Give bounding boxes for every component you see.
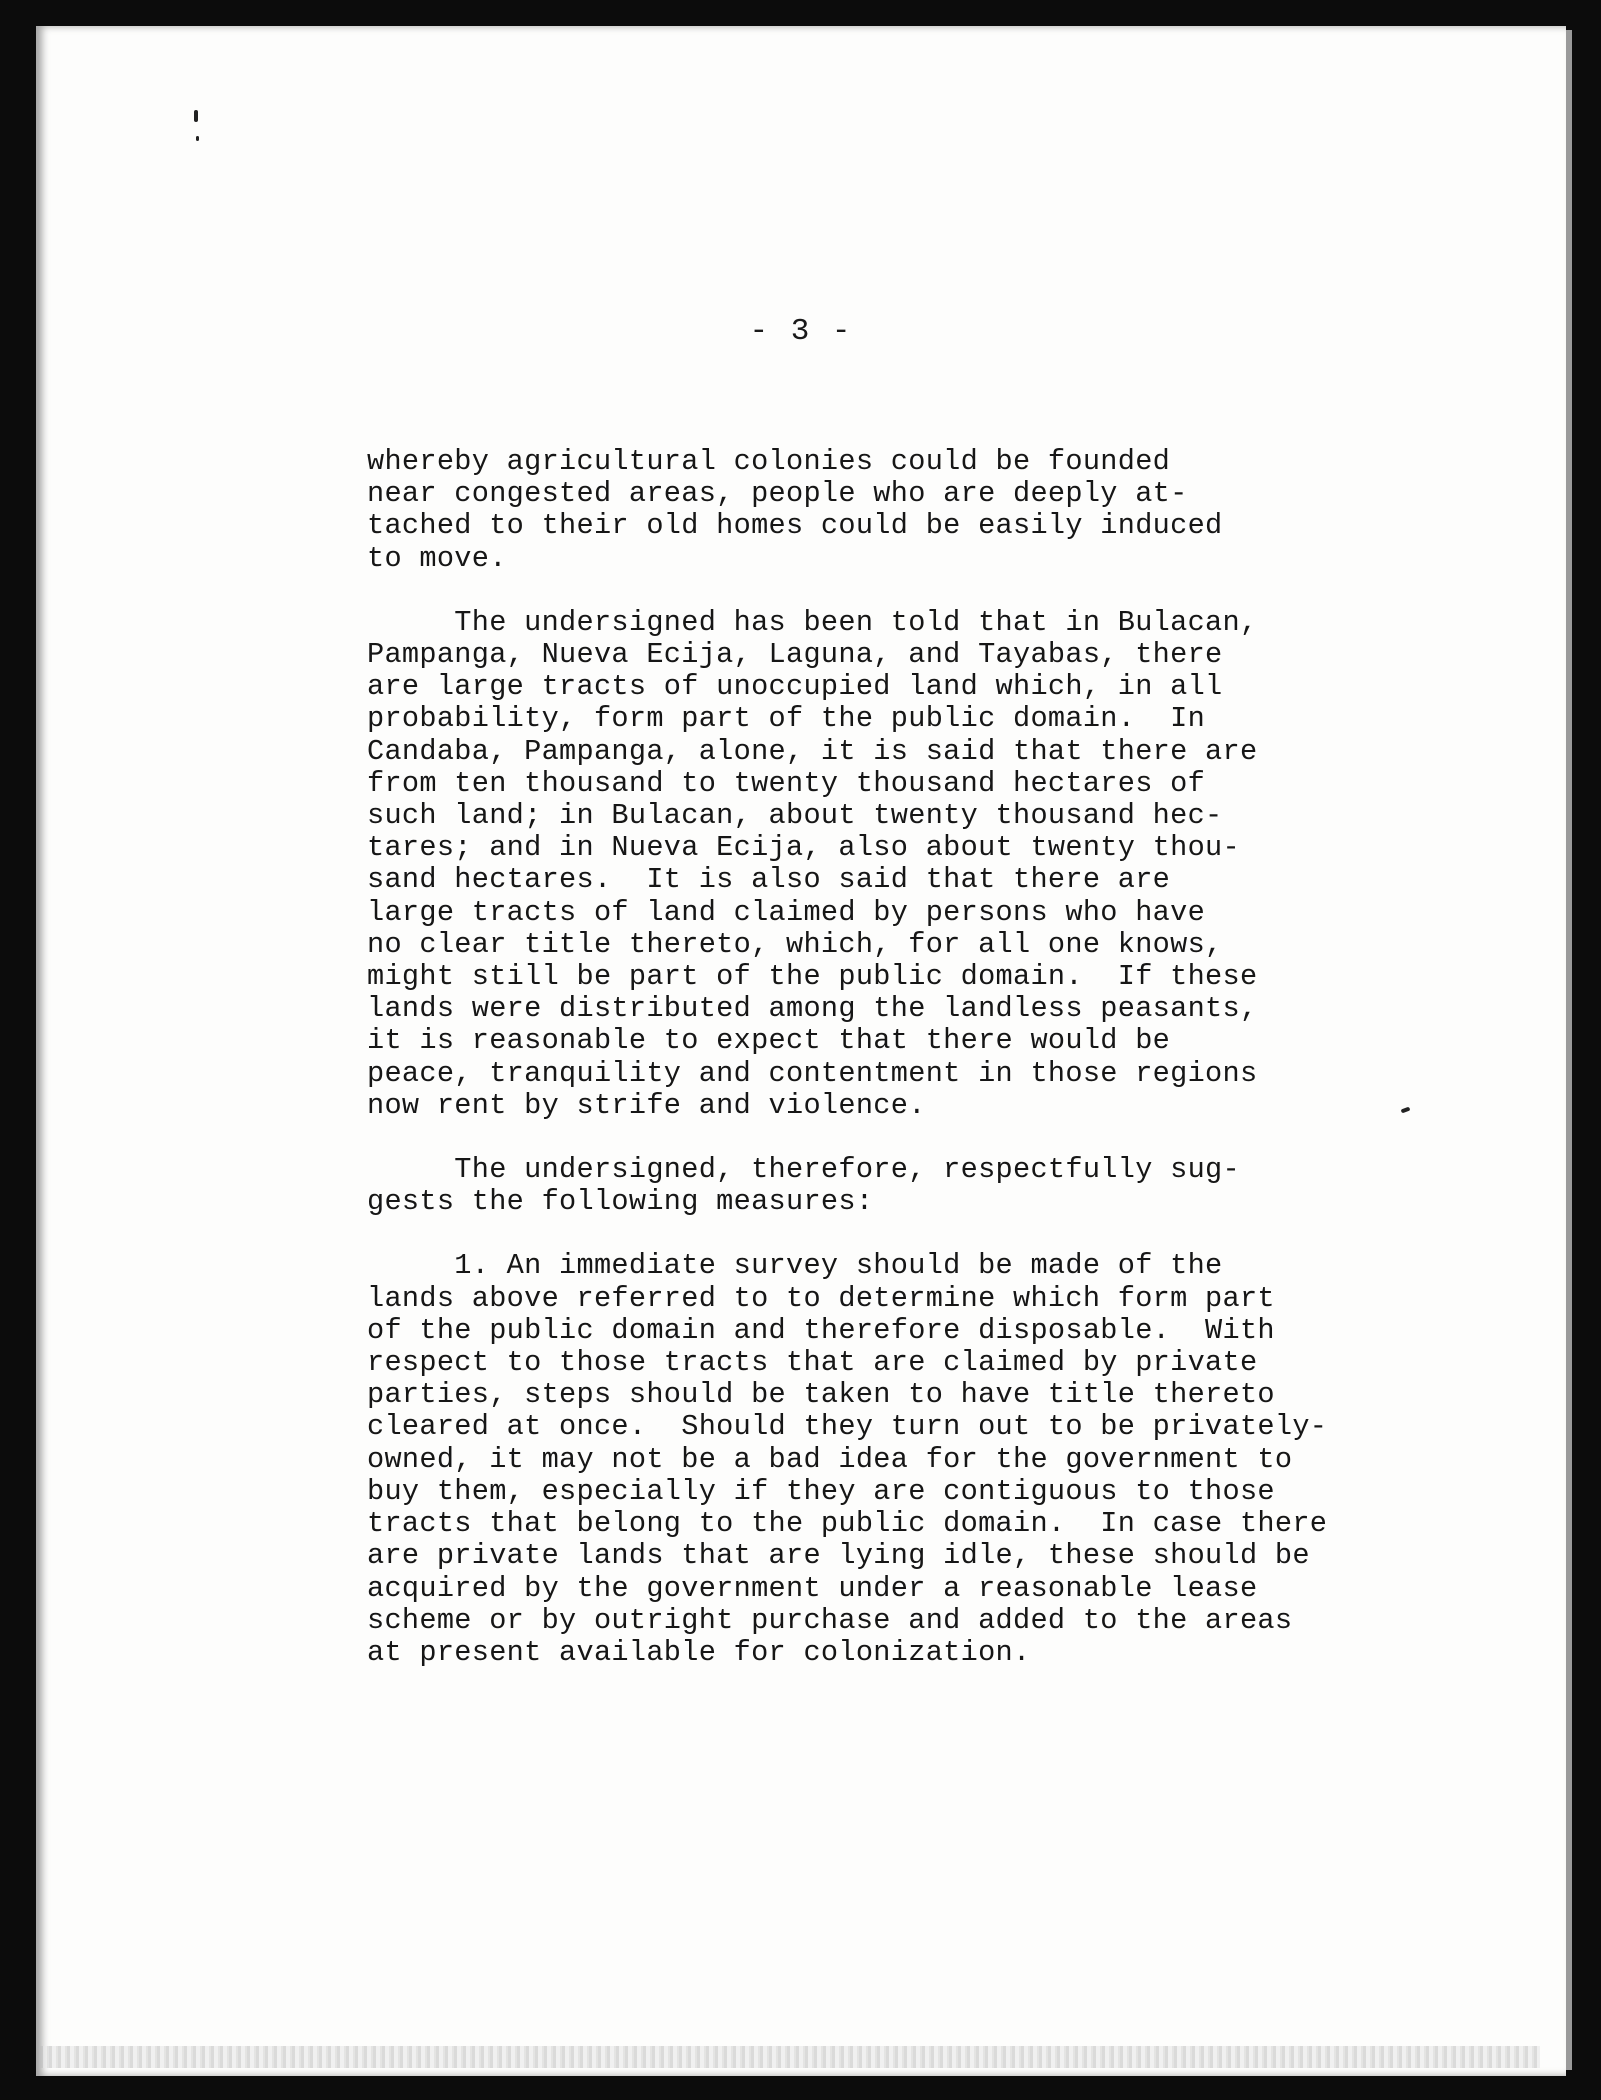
text-line: buy them, especially if they are contiguous to those [367,1474,1275,1508]
scan-noise-strip [40,2046,1540,2068]
paragraph-1 [367,446,1477,575]
text-line: lands above referred to to determine which form part [367,1281,1275,1315]
text-line: Pampanga, Nueva Ecija, Laguna, and Tayabas, there [367,638,1223,672]
text-line: sand hectares. It is also said that there are [367,863,1171,897]
text-line: gests the following measures: [367,1185,874,1219]
text-line: probability, form part of the public domain. In [367,702,1206,736]
text-line: owned, it may not be a bad idea for the government to [367,1442,1293,1476]
text-line: it is reasonable to expect that there would be [367,1024,1171,1058]
document-body [367,446,1477,1669]
text-line: lands were distributed among the landless peasants, [367,992,1258,1026]
paragraph-3 [367,1154,1477,1218]
paragraph-2 [367,607,1477,1122]
text-line: such land; in Bulacan, about twenty thousand hec- [367,799,1223,833]
text-line: large tracts of land claimed by persons who have [367,895,1206,929]
text-line: The undersigned, therefore, respectfully sug- [367,1153,1240,1187]
text-line: Candaba, Pampanga, alone, it is said that there are [367,734,1258,768]
text-line: The undersigned has been told that in Bulacan, [367,605,1258,639]
text-line: are large tracts of unoccupied land which, in all [367,670,1223,704]
text-line: tached to their old homes could be easily induced [367,509,1223,543]
text-line: from ten thousand to twenty thousand hectares of [367,766,1206,800]
scan-speck [196,136,199,141]
text-line: of the public domain and therefore disposable. With [367,1313,1275,1347]
page-number: - 3 - [749,314,853,349]
text-line: acquired by the government under a reasonable lease [367,1571,1258,1605]
text-line: tares; and in Nueva Ecija, also about twenty thou- [367,831,1240,865]
document-page [36,26,1566,2076]
scan-speck [194,110,198,122]
text-line: cleared at once. Should they turn out to be privately- [367,1410,1328,1444]
text-line: now rent by strife and violence. [367,1088,926,1122]
text-line: to move. [367,541,507,575]
text-line: parties, steps should be taken to have title thereto [367,1378,1275,1412]
text-line: 1. An immediate survey should be made of the [367,1249,1223,1283]
text-line: at present available for colonization. [367,1635,1031,1669]
paragraph-4 [367,1250,1477,1669]
text-line: are private lands that are lying idle, these should be [367,1539,1310,1573]
text-line: scheme or by outright purchase and added to the areas [367,1603,1293,1637]
text-line: might still be part of the public domain. If these [367,960,1258,994]
page-edge [1566,30,1572,2070]
text-line: tracts that belong to the public domain. In case there [367,1507,1328,1541]
text-line: respect to those tracts that are claimed by private [367,1346,1258,1380]
text-line: peace, tranquility and contentment in those regions [367,1056,1258,1090]
text-line: no clear title thereto, which, for all one knows, [367,927,1223,961]
text-line: near congested areas, people who are deeply at- [367,477,1188,511]
text-line: whereby agricultural colonies could be founded [367,445,1171,478]
